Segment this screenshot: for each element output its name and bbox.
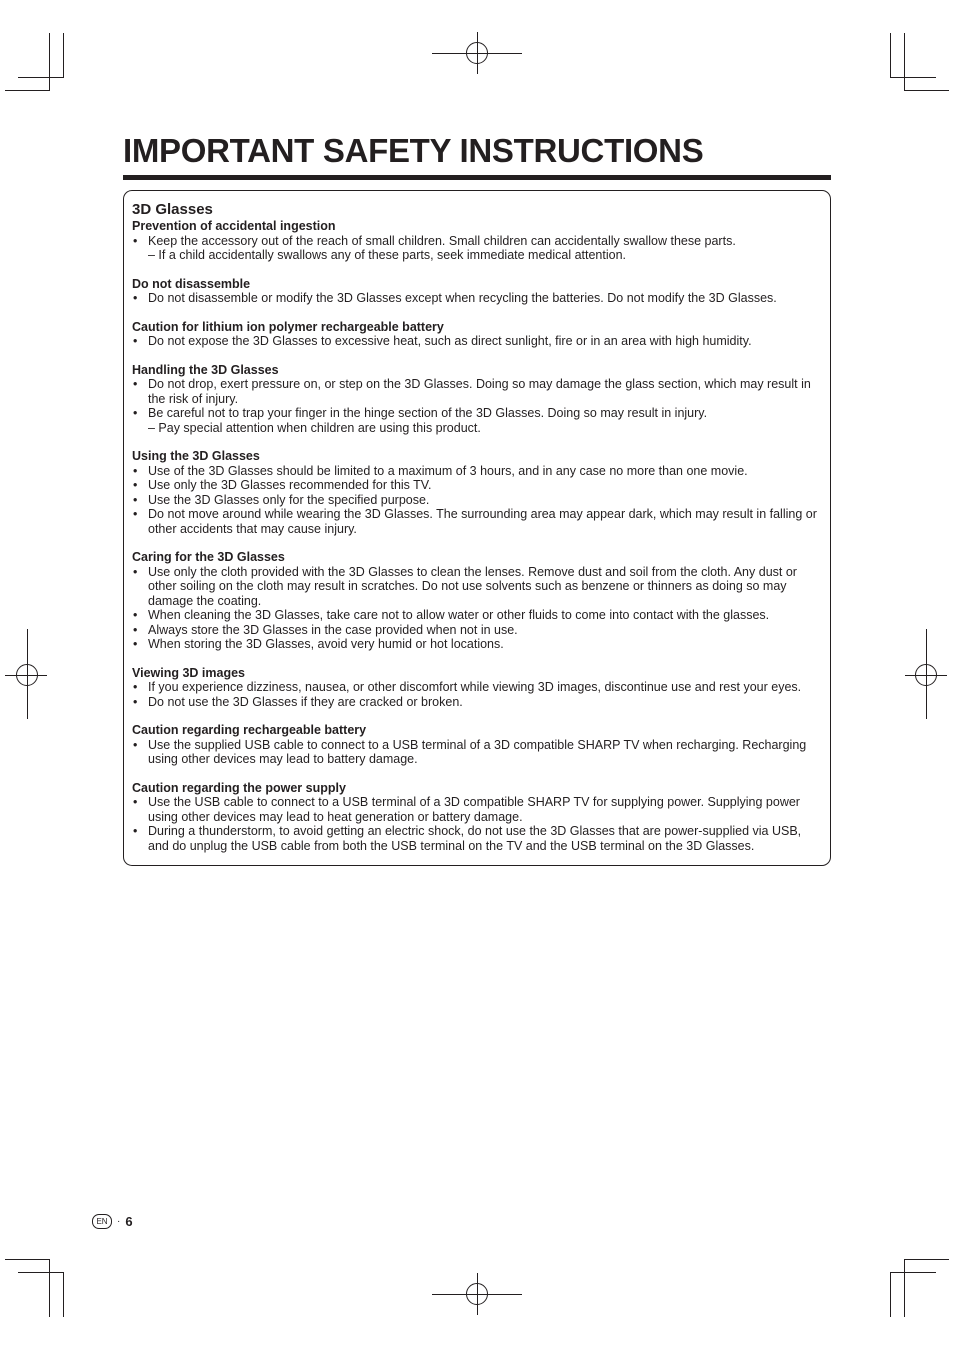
list-item xyxy=(132,623,820,638)
item-subnote: – If a child accidentally swallows any of these parts, seek immediate medical attention. xyxy=(148,248,627,262)
section-title: Caring for the 3D Glasses xyxy=(132,550,285,564)
bullet-icon: • xyxy=(133,824,138,838)
item-text: Do not use the 3D Glasses if they are cracked or broken. xyxy=(148,694,463,709)
page-title: IMPORTANT SAFETY INSTRUCTIONS xyxy=(123,132,704,169)
bullet-icon: • xyxy=(133,406,138,420)
bullet-icon: • xyxy=(133,492,138,507)
bullet-icon: • xyxy=(133,564,138,579)
crop-mark xyxy=(49,33,50,91)
list-item xyxy=(132,291,820,306)
item-text: Use the supplied USB cable to connect to a USB terminal of a 3D compatible SHARP TV when recharging. Recharging using other devices may lead to battery damage. xyxy=(148,737,807,766)
item-subnote: – Pay special attention when children are using this product. xyxy=(148,420,481,435)
crop-mark xyxy=(904,1259,949,1260)
sections-container xyxy=(132,219,820,853)
bullet-icon: • xyxy=(133,795,138,809)
item-text: Do not expose the 3D Glasses to excessive heat, such as direct sunlight, fire or in an area with high humidity. xyxy=(148,334,752,348)
item-text: Always store the 3D Glasses in the case provided when not in use. xyxy=(148,622,518,637)
safety-section xyxy=(132,363,820,436)
page-number: 6 xyxy=(125,1214,133,1229)
list-item xyxy=(132,738,820,767)
list-item xyxy=(132,695,820,710)
bullet-icon: • xyxy=(133,463,138,478)
list-item xyxy=(132,507,820,536)
language-badge: EN xyxy=(92,1214,112,1229)
item-text: Do not move around while wearing the 3D Glasses. The surrounding area may appear dark, which may result in falling or other accidents that may cause injury. xyxy=(148,507,817,536)
list-item xyxy=(132,493,820,508)
section-title: Handling the 3D Glasses xyxy=(132,362,279,377)
list-item xyxy=(132,680,820,695)
bullet-icon: • xyxy=(133,694,138,709)
section-title: Do not disassemble xyxy=(132,276,251,291)
safety-section xyxy=(132,666,820,710)
crop-mark xyxy=(890,77,936,78)
item-text: Use only the 3D Glasses recommended for this TV. xyxy=(148,478,432,492)
item-text: Use the USB cable to connect to a USB terminal of a 3D compatible SHARP TV for supplying power. Supplying power using other devices may lead to heat generation or battery damage. xyxy=(148,795,800,824)
item-text: Be careful not to trap your finger in the hinge section of the 3D Glasses. Doing so may result in injury. xyxy=(148,406,708,420)
crop-mark xyxy=(49,1259,50,1317)
page-footer xyxy=(92,1214,133,1229)
crop-mark xyxy=(904,90,949,91)
crop-mark xyxy=(63,1272,64,1317)
bullet-list xyxy=(132,291,820,306)
safety-section xyxy=(132,781,820,854)
crop-mark xyxy=(5,1259,50,1260)
bullet-list xyxy=(132,680,820,709)
list-item xyxy=(132,334,820,349)
footer-separator: · xyxy=(117,1216,121,1227)
registration-circle xyxy=(466,1283,488,1305)
list-item xyxy=(132,464,820,479)
safety-section xyxy=(132,723,820,767)
item-text: Use of the 3D Glasses should be limited to a maximum of 3 hours, and in any case no more than one movie. xyxy=(148,463,748,478)
item-text: Keep the accessory out of the reach of small children. Small children can accidentally swallow these parts. xyxy=(148,233,736,248)
bullet-icon: • xyxy=(133,637,138,651)
item-text: When storing the 3D Glasses, avoid very humid or hot locations. xyxy=(148,637,504,651)
safety-section xyxy=(132,277,820,306)
list-item xyxy=(132,478,820,493)
list-item xyxy=(132,234,820,263)
list-item xyxy=(132,795,820,824)
item-text: Do not disassemble or modify the 3D Glasses except when recycling the batteries. Do not modify the 3D Glasses. xyxy=(148,291,777,305)
list-item xyxy=(132,637,820,652)
crop-mark xyxy=(18,1272,64,1273)
registration-circle xyxy=(466,42,488,64)
crop-mark xyxy=(18,77,64,78)
bullet-icon: • xyxy=(133,680,138,694)
item-text: During a thunderstorm, to avoid getting an electric shock, do not use the 3D Glasses that are power-supplied via USB, and do unplug the USB cable from both the USB terminal on the TV and the USB terminal on the 3D Glasses. xyxy=(148,824,802,853)
bullet-icon: • xyxy=(133,622,138,637)
section-title: Viewing 3D images xyxy=(132,665,246,680)
bullet-icon: • xyxy=(133,334,138,348)
list-item xyxy=(132,608,820,623)
bullet-icon: • xyxy=(133,377,138,391)
bullet-icon: • xyxy=(133,478,138,492)
safety-section xyxy=(132,449,820,536)
registration-circle xyxy=(16,664,38,686)
box-title: 3D Glasses xyxy=(132,201,213,218)
bullet-icon: • xyxy=(133,507,138,521)
bullet-icon: • xyxy=(133,608,138,622)
list-item xyxy=(132,565,820,609)
list-item xyxy=(132,406,820,435)
list-item xyxy=(132,377,820,406)
crop-mark xyxy=(63,33,64,78)
bullet-icon: • xyxy=(133,737,138,752)
section-title: Caution regarding rechargeable battery xyxy=(132,723,367,737)
bullet-list xyxy=(132,738,820,767)
item-text: If you experience dizziness, nausea, or other discomfort while viewing 3D images, discontinue use and rest your eyes. xyxy=(148,680,802,694)
bullet-list xyxy=(132,234,820,263)
crop-mark xyxy=(904,33,905,91)
crop-mark xyxy=(5,90,50,91)
safety-section xyxy=(132,320,820,349)
bullet-icon: • xyxy=(133,291,138,305)
crop-mark xyxy=(890,33,891,78)
crop-mark xyxy=(890,1272,936,1273)
section-title: Caution for lithium ion polymer rechargeable battery xyxy=(132,319,444,334)
bullet-icon: • xyxy=(133,233,138,248)
bullet-list xyxy=(132,464,820,537)
safety-section xyxy=(132,550,820,652)
title-rule xyxy=(123,175,831,180)
registration-circle xyxy=(915,664,937,686)
bullet-list xyxy=(132,334,820,349)
bullet-list xyxy=(132,565,820,652)
item-text: When cleaning the 3D Glasses, take care not to allow water or other fluids to come into contact with the glasses. xyxy=(148,608,770,622)
section-title: Prevention of accidental ingestion xyxy=(132,219,336,233)
section-title: Using the 3D Glasses xyxy=(132,449,260,463)
bullet-list xyxy=(132,795,820,853)
safety-section xyxy=(132,219,820,263)
item-text: Do not drop, exert pressure on, or step on the 3D Glasses. Doing so may damage the glass section, which may result in the risk of injury. xyxy=(148,377,811,406)
list-item xyxy=(132,824,820,853)
item-text: Use only the cloth provided with the 3D Glasses to clean the lenses. Remove dust and soil from the cloth. Any dust or other soiling on the cloth may result in scratches. Do not use solvents such as benzene or thinners as doing so may damage the coating. xyxy=(148,564,797,608)
item-text: Use the 3D Glasses only for the specified purpose. xyxy=(148,492,430,507)
crop-mark xyxy=(904,1259,905,1317)
3d-glasses-box xyxy=(123,190,831,866)
section-title: Caution regarding the power supply xyxy=(132,780,346,795)
crop-mark xyxy=(890,1272,891,1317)
bullet-list xyxy=(132,377,820,435)
